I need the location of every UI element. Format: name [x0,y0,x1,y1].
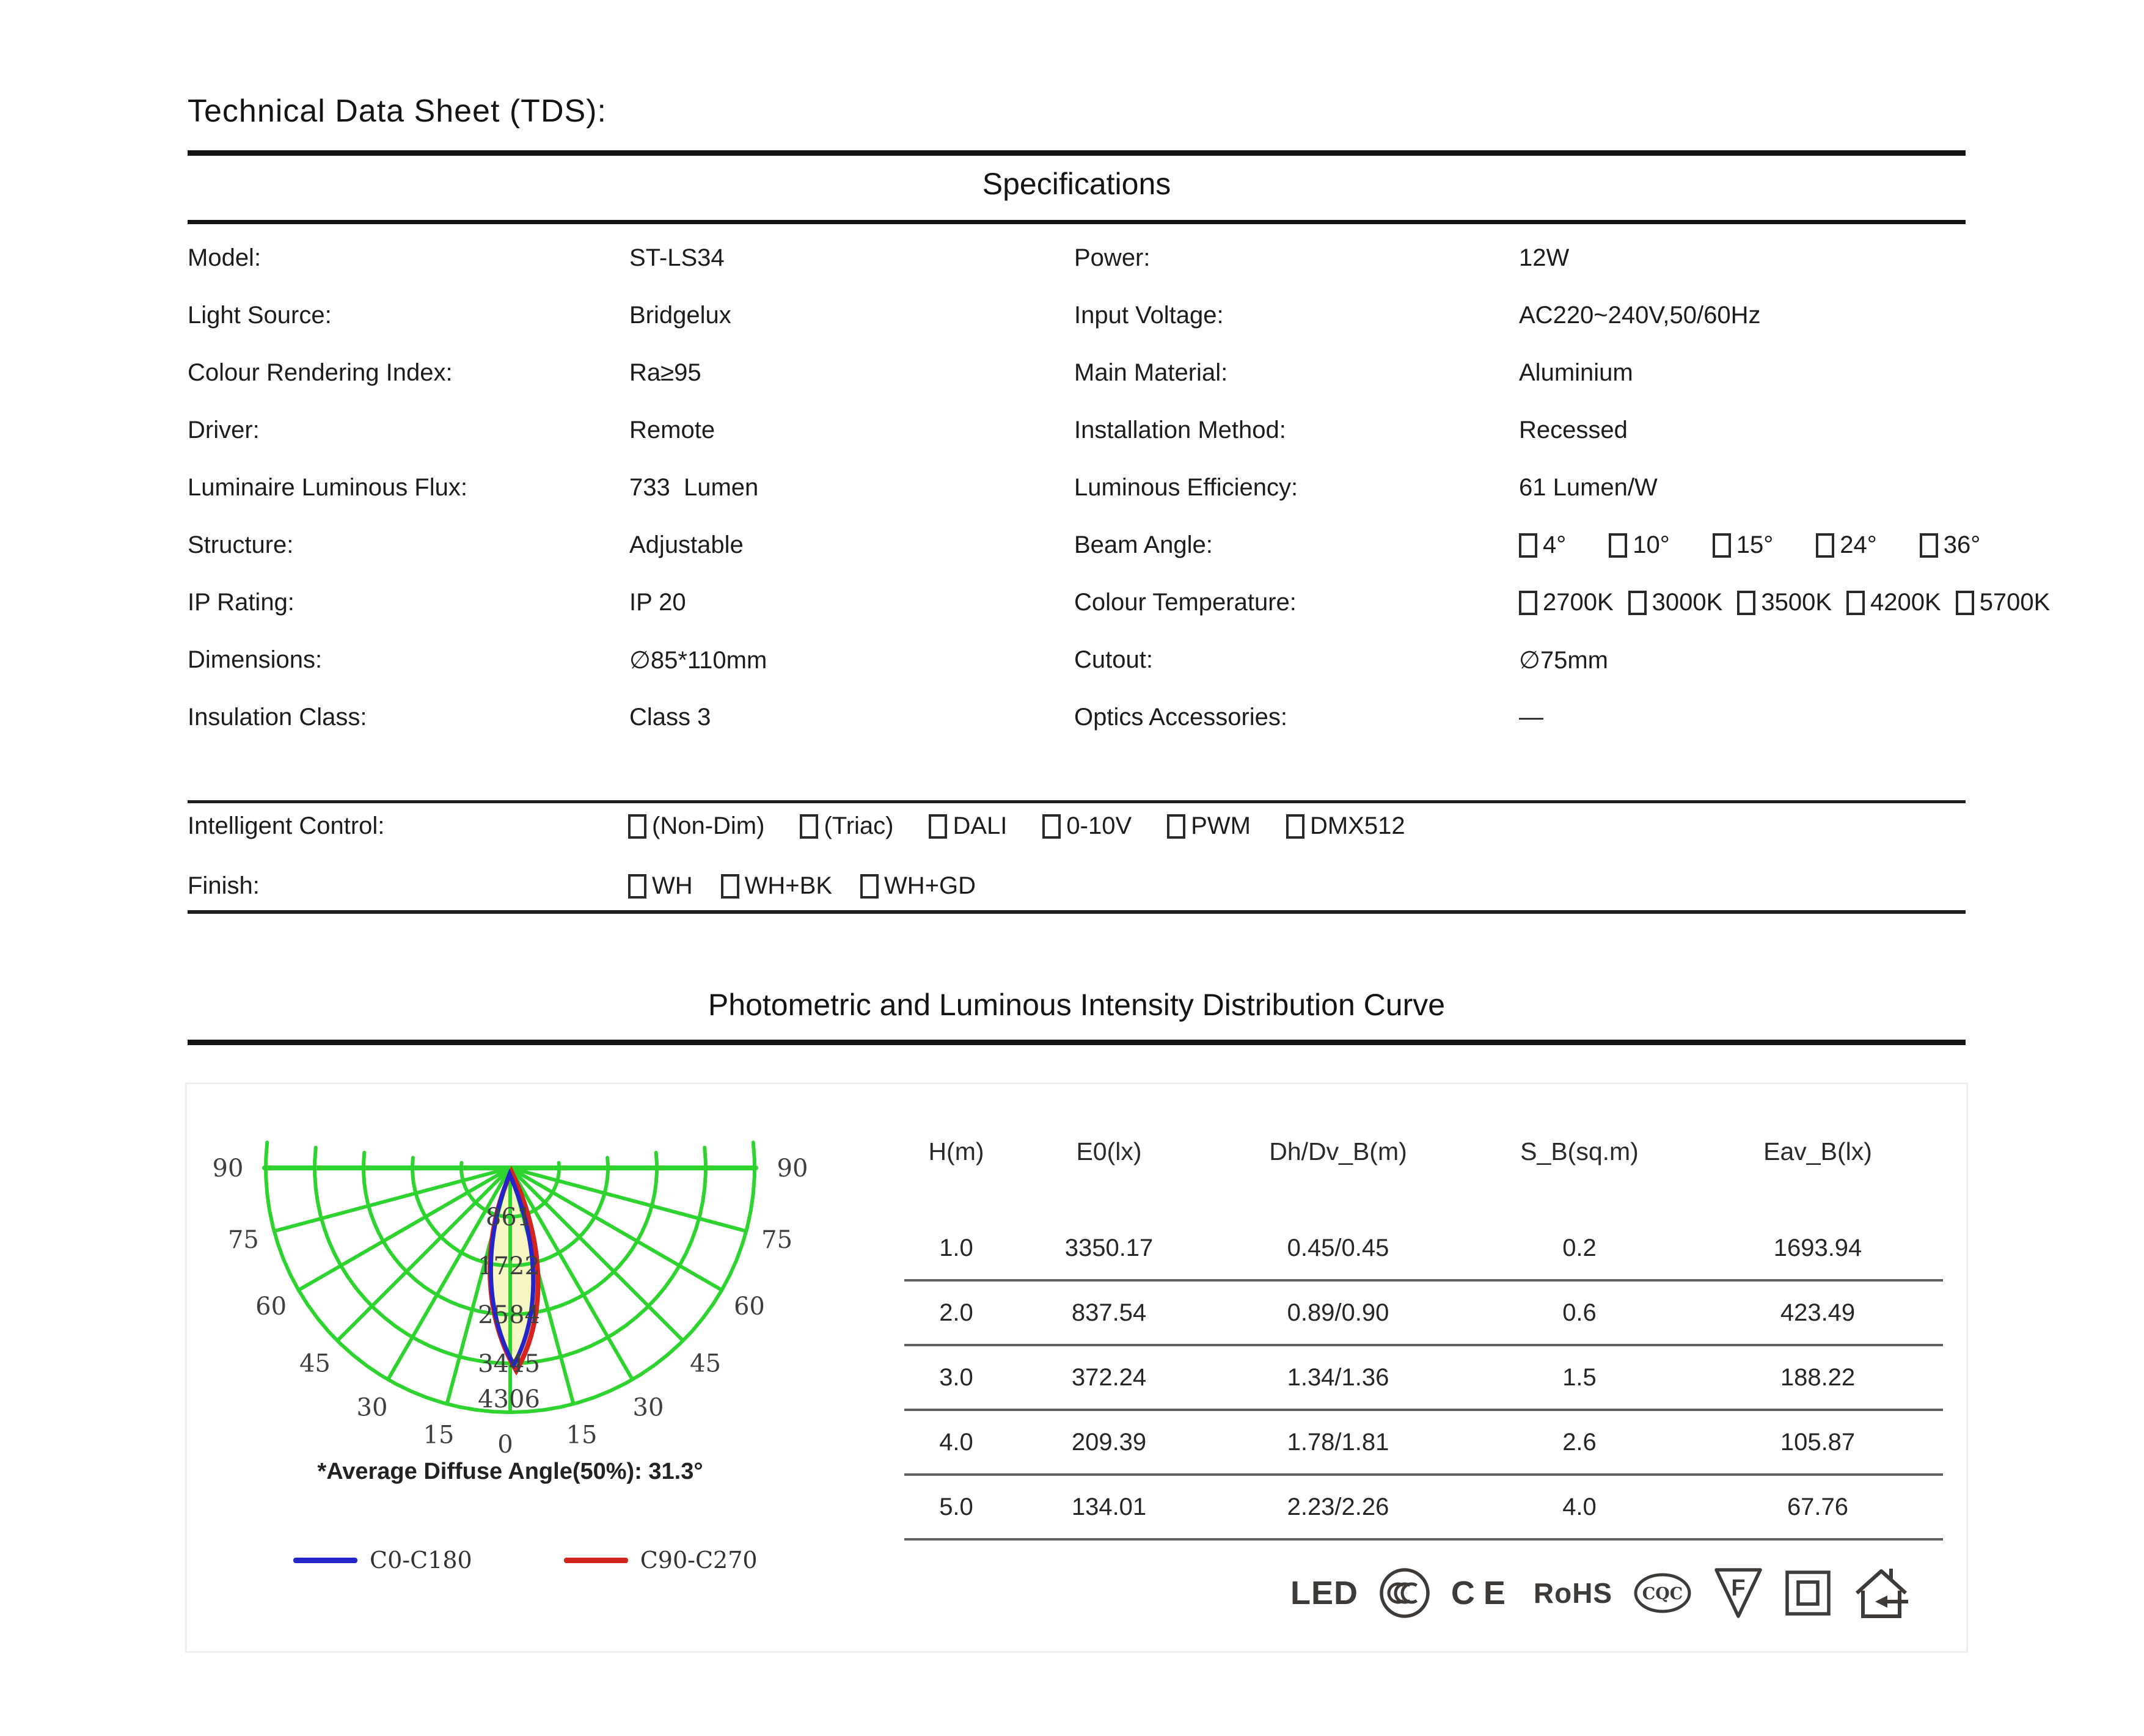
spec-left-row [188,417,1055,448]
checkbox-option-label: 4200K [1870,589,1941,616]
svg-text:60: 60 [733,1293,765,1321]
table-cell: 0.2 [1562,1234,1597,1261]
table-cell: 837.54 [1071,1299,1147,1326]
checkbox-icon [1286,814,1304,839]
checkbox-icon [1737,591,1755,615]
table-cell: 2.6 [1562,1428,1597,1456]
checkbox-option-group [1519,531,1980,559]
svg-text:F: F [1731,1575,1746,1601]
spec-label: Finish: [188,872,260,899]
spec-left-row [188,474,1055,506]
average-diffuse-angle-caption: *Average Diffuse Angle(50%): 31.3° [317,1459,703,1484]
table-cell: 3.0 [939,1363,973,1391]
table-cell: 1.5 [1562,1363,1597,1391]
spec-value: Aluminium [1519,359,1633,386]
checkbox-option-group [628,872,976,900]
spec-left-row [188,646,1055,678]
legend-label: C90-C270 [640,1547,758,1574]
spec-label: Cutout: [1074,646,1153,673]
spec-left-row [188,704,1055,735]
checkbox-option [1167,812,1251,840]
table-cell: 209.39 [1071,1428,1147,1456]
checkbox-option [628,812,764,840]
spec-value: ∅75mm [1519,647,1608,674]
spec-label: Dimensions: [188,646,323,673]
svg-text:60: 60 [255,1293,287,1321]
checkbox-option-label: 0-10V [1066,812,1132,839]
svg-text:45: 45 [690,1349,722,1378]
table-header-cell: E0(lx) [1076,1137,1142,1165]
checkbox-option-label: 36° [1943,531,1981,558]
table-cell: 188.22 [1780,1363,1856,1391]
checkbox-option [1042,812,1132,840]
spec-value: 61 Lumen/W [1519,474,1658,501]
certification-icons-row [1290,1556,1911,1630]
spec-label: Model: [188,244,262,271]
table-header-cell: S_B(sq.m) [1520,1137,1639,1165]
svg-text:15: 15 [423,1421,455,1450]
spec-label: Light Source: [188,302,332,329]
checkbox-option-label: WH+GD [884,872,976,899]
checkbox-icon [1519,591,1537,615]
table-cell: 0.45/0.45 [1287,1234,1389,1261]
checkbox-icon [1920,533,1938,558]
checkbox-icon [1167,814,1185,839]
divider [188,220,1966,224]
spec-label: Luminous Efficiency: [1074,474,1298,501]
checkbox-icon [800,814,818,839]
table-cell: 372.24 [1071,1363,1147,1391]
checkbox-option [1956,589,2051,616]
checkbox-option-label: 15° [1736,531,1774,558]
led-mark: LED [1290,1575,1358,1611]
spec-right-row [1074,589,2143,621]
spec-left-row [188,531,1055,563]
spec-value: Ra≥95 [629,359,701,386]
checkbox-option-label: WH+BK [744,872,832,899]
checkbox-option [1628,589,1723,616]
checkbox-option-label: WH [652,872,693,899]
photometric-heading: Photometric and Luminous Intensity Distribution Curve [708,988,1446,1022]
checkbox-icon [1846,591,1865,615]
spec-label: Intelligent Control: [188,812,385,839]
spec-value: 733 Lumen [629,474,759,501]
checkbox-option [800,812,893,840]
rohs-mark: RoHS [1533,1577,1613,1609]
checkbox-option-label: 3500K [1761,589,1832,616]
legend-item-c90-c270 [564,1547,758,1574]
spec-label: IP Rating: [188,589,295,616]
table-row [904,1282,1943,1346]
table-cell: 4.0 [939,1428,973,1456]
table-cell: 1.78/1.81 [1287,1428,1389,1456]
legend-label: C0-C180 [370,1547,472,1574]
divider [188,800,1966,803]
spec-value: Remote [629,417,715,443]
table-cell: 1.0 [939,1234,973,1261]
checkbox-option [860,872,976,900]
spec-left-row [188,359,1055,391]
table-cell: 67.76 [1787,1493,1849,1520]
spec-value: Bridgelux [629,302,731,329]
table-cell: 3350.17 [1064,1234,1154,1261]
spec-left-row [188,244,1055,276]
checkbox-icon [1628,591,1647,615]
spec-label: Main Material: [1074,359,1228,386]
svg-text:75: 75 [761,1226,793,1254]
table-cell: 134.01 [1071,1493,1147,1520]
spec-right-row [1074,474,2143,506]
photometric-table [904,1137,1943,1541]
spec-value: IP 20 [629,589,686,616]
double-insulation-icon [1784,1569,1832,1617]
spec-label: Insulation Class: [188,704,367,731]
table-row [904,1346,1943,1411]
spec-label: Colour Temperature: [1074,589,1297,616]
cqc-mark-icon [1632,1570,1693,1616]
spec-value: ST-LS34 [629,244,725,271]
svg-text:0: 0 [497,1431,513,1459]
legend-line-red-icon [564,1558,628,1563]
checkbox-icon [1713,533,1731,558]
svg-text:75: 75 [227,1226,259,1254]
indoor-use-icon [1852,1564,1911,1622]
checkbox-option [1519,531,1566,559]
specifications-heading: Specifications [982,167,1171,201]
checkbox-option-label: 5700K [1979,589,2051,616]
table-row [904,1476,1943,1541]
checkbox-option [1920,531,1981,559]
checkbox-option-label: 4° [1543,531,1567,558]
table-cell: 2.0 [939,1299,973,1326]
svg-text:30: 30 [356,1393,388,1422]
svg-text:1722: 1722 [478,1252,540,1280]
spec-value: — [1519,704,1543,731]
checkbox-icon [1816,533,1834,558]
table-cell: 5.0 [939,1493,973,1520]
spec-label: Installation Method: [1074,417,1286,443]
spec-left-row [188,302,1055,334]
f-mark-icon [1713,1565,1764,1621]
spec-label: Colour Rendering Index: [188,359,453,386]
svg-text:15: 15 [566,1421,598,1450]
chart-legend [293,1547,758,1574]
table-cell: 1.34/1.36 [1287,1363,1389,1391]
svg-text:90: 90 [212,1154,244,1183]
checkbox-option-label: 24° [1840,531,1877,558]
checkbox-icon [1609,533,1627,558]
table-cell: 4.0 [1562,1493,1597,1520]
checkbox-icon [860,874,879,899]
table-cell: 423.49 [1780,1299,1856,1326]
spec-value [1519,531,1980,564]
checkbox-icon [929,814,947,839]
table-row [904,1411,1943,1476]
checkbox-icon [628,874,646,899]
svg-text:3445: 3445 [478,1350,540,1378]
spec-label: Luminaire Luminous Flux: [188,474,467,501]
spec-right-row [1074,704,2143,735]
checkbox-option [721,872,832,900]
divider [188,910,1966,914]
checkbox-option-label: (Non-Dim) [652,812,765,839]
svg-text:90: 90 [777,1154,808,1183]
spec-value [628,872,976,905]
spec-label: Driver: [188,417,260,443]
checkbox-option [929,812,1007,840]
svg-text:CQC: CQC [1642,1585,1683,1603]
checkbox-option [1286,812,1405,840]
table-header-cell: H(m) [928,1137,984,1165]
svg-text:4306: 4306 [478,1385,540,1413]
table-cell: 2.23/2.26 [1287,1493,1389,1520]
checkbox-option-label: DALI [953,812,1008,839]
polar-chart-svg [202,1133,819,1475]
spec-label: Input Voltage: [1074,302,1224,329]
checkbox-option-label: 10° [1633,531,1670,558]
checkbox-option-group [1519,589,2050,616]
checkbox-option [1609,531,1670,559]
spec-value: Recessed [1519,417,1628,443]
table-row [904,1217,1943,1282]
spec-value: Adjustable [629,531,744,558]
ccc-mark-icon [1378,1566,1432,1620]
svg-text:30: 30 [632,1393,664,1422]
table-cell: 0.6 [1562,1299,1597,1326]
checkbox-option-label: 3000K [1652,589,1723,616]
svg-text:45: 45 [299,1349,331,1378]
polar-intensity-chart [202,1133,819,1475]
table-header-row [904,1137,1943,1217]
checkbox-option [1737,589,1832,616]
spec-right-row [1074,417,2143,448]
spec-label: Optics Accessories: [1074,704,1288,731]
table-cell: 105.87 [1780,1428,1856,1456]
control-row [188,812,1966,844]
checkbox-icon [628,814,646,839]
divider [188,150,1966,156]
svg-text:2584: 2584 [478,1301,540,1329]
legend-line-blue-icon [293,1558,357,1563]
legend-item-c0-c180 [293,1547,472,1574]
spec-value: 12W [1519,244,1570,271]
checkbox-option-label: DMX512 [1309,812,1405,839]
spec-right-row [1074,244,2143,276]
checkbox-option [628,872,693,900]
spec-value [628,812,1405,845]
spec-label: Beam Angle: [1074,531,1213,558]
checkbox-icon [1519,533,1537,558]
checkbox-icon [1042,814,1061,839]
checkbox-option-group [628,812,1405,840]
table-cell: 0.89/0.90 [1287,1299,1389,1326]
checkbox-option [1846,589,1941,616]
spec-left-row [188,589,1055,621]
spec-right-row [1074,646,2143,678]
spec-right-row [1074,302,2143,334]
checkbox-option [1816,531,1877,559]
checkbox-icon [721,874,739,899]
spec-right-row [1074,359,2143,391]
table-header-cell: Dh/Dv_B(m) [1269,1137,1407,1165]
spec-label: Structure: [188,531,294,558]
checkbox-option-label: PWM [1191,812,1251,839]
page-title: Technical Data Sheet (TDS): [188,93,607,129]
spec-value [1519,589,2050,621]
svg-text:861: 861 [485,1203,533,1231]
checkbox-option-label: (Triac) [824,812,894,839]
spec-label: Power: [1074,244,1151,271]
checkbox-option-label: 2700K [1543,589,1614,616]
table-header-cell: Eav_B(lx) [1763,1137,1872,1165]
spec-value: AC220~240V,50/60Hz [1519,302,1761,329]
spec-value: ∅85*110mm [629,647,767,674]
table-cell: 1693.94 [1773,1234,1862,1261]
divider [188,1040,1966,1045]
checkbox-option [1519,589,1614,616]
checkbox-icon [1956,591,1974,615]
ce-mark: CE [1451,1575,1514,1611]
control-row [188,872,1966,904]
spec-right-row [1074,531,2143,563]
spec-value: Class 3 [629,704,711,731]
checkbox-option [1713,531,1774,559]
